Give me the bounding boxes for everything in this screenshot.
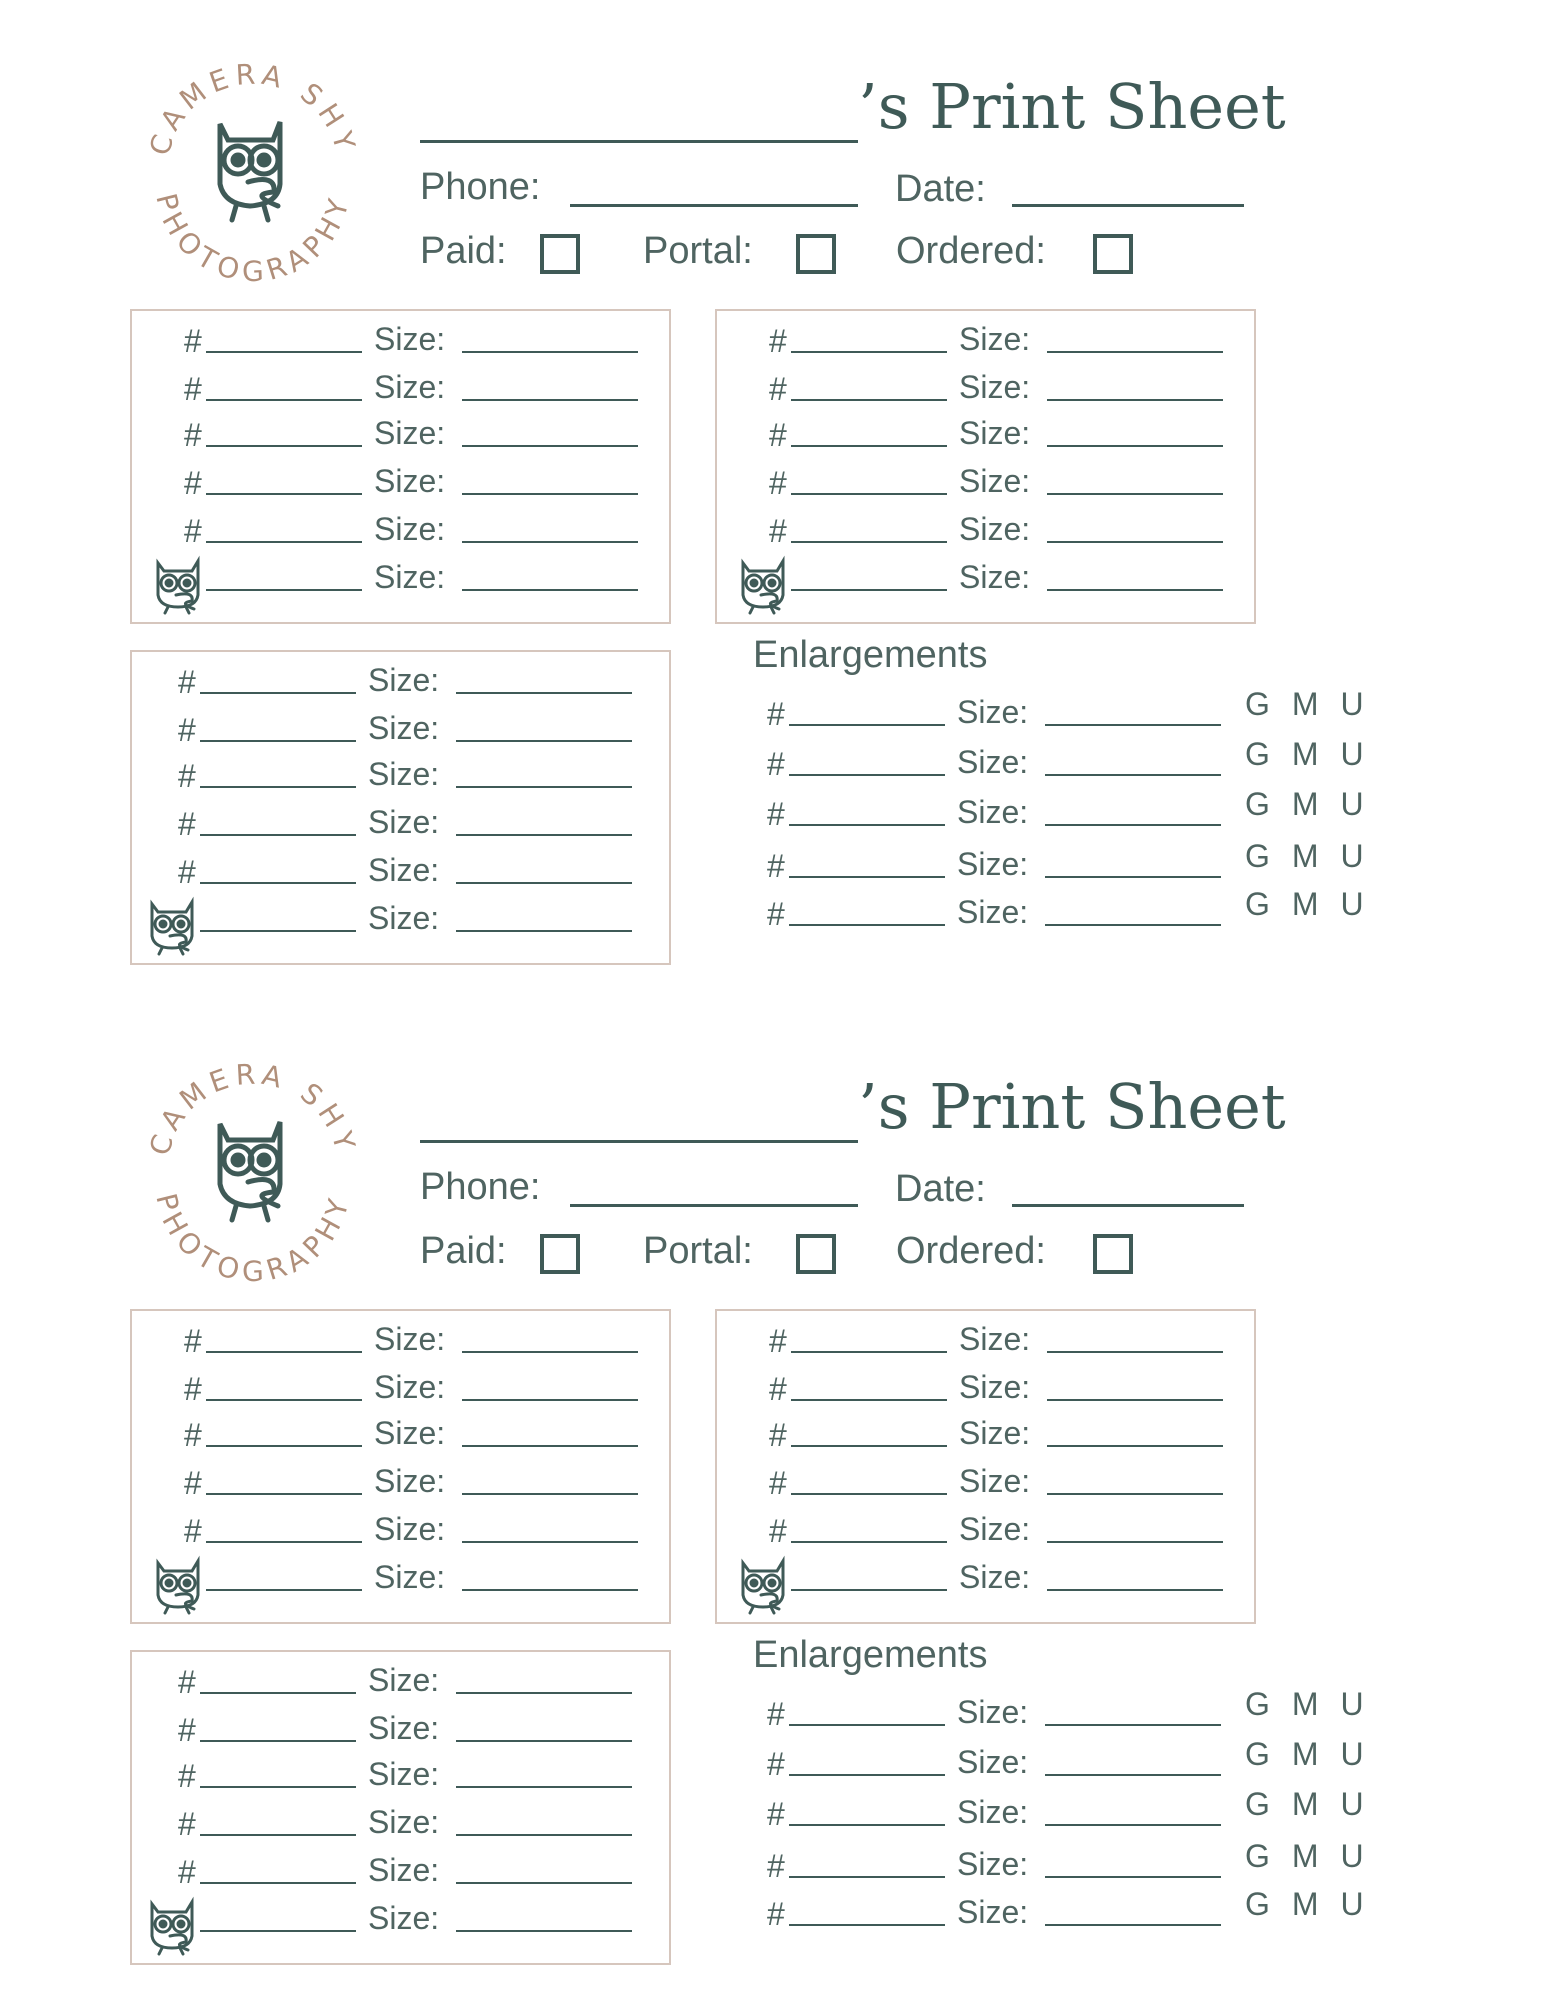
size-label: Size: xyxy=(374,463,446,499)
hash-label: # xyxy=(178,758,196,794)
image-number-field[interactable] xyxy=(206,1399,362,1401)
hash-label: # xyxy=(767,1796,785,1832)
size-label: Size: xyxy=(959,1511,1031,1547)
image-number-field[interactable] xyxy=(206,351,362,353)
print-box-3 xyxy=(130,1650,671,1965)
size-field[interactable] xyxy=(1045,1724,1221,1726)
gmu-options[interactable]: GMU xyxy=(1245,786,1386,822)
size-label: Size: xyxy=(957,1744,1029,1780)
logo-bottom-text: PHOTOGRAPHY xyxy=(149,190,357,289)
image-number-field[interactable] xyxy=(200,930,356,932)
image-number-field[interactable] xyxy=(206,445,362,447)
size-label: Size: xyxy=(368,1662,440,1698)
size-field[interactable] xyxy=(1045,1774,1221,1776)
size-label: Size: xyxy=(368,852,440,888)
print-row xyxy=(178,1804,698,1842)
hash-label: # xyxy=(184,1513,202,1549)
image-number-field[interactable] xyxy=(791,1493,947,1495)
hash-label: # xyxy=(769,1371,787,1407)
image-number-field[interactable] xyxy=(200,882,356,884)
hash-label: # xyxy=(769,1465,787,1501)
enlargement-row xyxy=(767,736,1386,782)
size-label: Size: xyxy=(959,463,1031,499)
hash-label: # xyxy=(769,513,787,549)
size-label: Size: xyxy=(957,894,1029,930)
size-field[interactable] xyxy=(1047,351,1223,353)
size-field[interactable] xyxy=(1047,1541,1223,1543)
date-label: Date: xyxy=(895,168,986,210)
hash-label: # xyxy=(178,854,196,890)
size-field[interactable] xyxy=(462,1445,638,1447)
hash-label: # xyxy=(184,1371,202,1407)
size-field[interactable] xyxy=(1047,399,1223,401)
size-label: Size: xyxy=(374,1369,446,1405)
size-field[interactable] xyxy=(462,493,638,495)
hash-label: # xyxy=(184,417,202,453)
size-field[interactable] xyxy=(456,1786,632,1788)
print-row xyxy=(184,321,704,359)
image-number-field[interactable] xyxy=(791,589,947,591)
size-label: Size: xyxy=(957,846,1029,882)
image-number-field[interactable] xyxy=(791,445,947,447)
hash-label: # xyxy=(184,465,202,501)
owl-icon xyxy=(737,555,791,615)
portal-label: Portal: xyxy=(643,1230,753,1272)
size-field[interactable] xyxy=(462,445,638,447)
size-field[interactable] xyxy=(462,589,638,591)
hash-label: # xyxy=(178,1854,196,1890)
print-row xyxy=(769,559,1289,595)
ordered-checkbox[interactable] xyxy=(1093,1234,1133,1274)
owl-icon xyxy=(220,122,280,220)
phone-field[interactable] xyxy=(570,1204,858,1207)
size-field[interactable] xyxy=(462,1351,638,1353)
size-label: Size: xyxy=(374,1415,446,1451)
size-label: Size: xyxy=(959,415,1031,451)
hash-label: # xyxy=(767,1746,785,1782)
ordered-label: Ordered: xyxy=(896,1230,1046,1272)
image-number-field[interactable] xyxy=(206,1541,362,1543)
owl-icon xyxy=(146,896,200,956)
size-label: Size: xyxy=(959,1463,1031,1499)
hash-label: # xyxy=(178,806,196,842)
print-row xyxy=(178,900,698,936)
paid-label: Paid: xyxy=(420,1230,507,1272)
gmu-options[interactable]: GMU xyxy=(1245,736,1386,772)
size-field[interactable] xyxy=(1047,1493,1223,1495)
owl-icon xyxy=(737,1555,791,1615)
logo-top-text: CAMERA SHY xyxy=(142,1057,363,1160)
enlargement-row xyxy=(767,886,1386,932)
enlargements-list xyxy=(767,1686,1387,1960)
print-row xyxy=(178,1710,698,1748)
enlargement-row xyxy=(767,1886,1386,1932)
image-number-field[interactable] xyxy=(789,924,945,926)
size-field[interactable] xyxy=(462,1541,638,1543)
size-field[interactable] xyxy=(462,1399,638,1401)
size-field[interactable] xyxy=(456,1882,632,1884)
image-number-field[interactable] xyxy=(206,493,362,495)
size-label: Size: xyxy=(368,1852,440,1888)
date-label: Date: xyxy=(895,1168,986,1210)
size-label: Size: xyxy=(374,559,446,595)
size-label: Size: xyxy=(959,559,1031,595)
image-number-field[interactable] xyxy=(789,1876,945,1878)
size-label: Size: xyxy=(368,756,440,792)
enlargement-row xyxy=(767,838,1386,884)
image-number-field[interactable] xyxy=(789,876,945,878)
size-field[interactable] xyxy=(1047,1589,1223,1591)
gmu-options[interactable]: GMU xyxy=(1245,838,1386,874)
ordered-label: Ordered: xyxy=(896,230,1046,272)
image-number-field[interactable] xyxy=(789,1824,945,1826)
size-label: Size: xyxy=(368,1710,440,1746)
size-field[interactable] xyxy=(462,399,638,401)
portal-label: Portal: xyxy=(643,230,753,272)
print-row xyxy=(184,1511,704,1549)
owl-icon xyxy=(152,555,206,615)
size-field[interactable] xyxy=(1047,541,1223,543)
camera-shy-logo xyxy=(128,44,378,294)
image-number-field[interactable] xyxy=(200,1834,356,1836)
print-row xyxy=(769,415,1289,453)
size-label: Size: xyxy=(368,1900,440,1936)
print-row xyxy=(769,1369,1289,1407)
print-row xyxy=(178,710,698,748)
print-box-3 xyxy=(130,650,671,965)
date-field[interactable] xyxy=(1012,1204,1244,1207)
print-row xyxy=(178,1900,698,1936)
image-number-field[interactable] xyxy=(200,786,356,788)
image-number-field[interactable] xyxy=(791,1589,947,1591)
hash-label: # xyxy=(184,323,202,359)
image-number-field[interactable] xyxy=(789,824,945,826)
size-label: Size: xyxy=(959,1369,1031,1405)
size-field[interactable] xyxy=(1045,876,1221,878)
size-label: Size: xyxy=(374,1321,446,1357)
image-number-field[interactable] xyxy=(206,589,362,591)
phone-label: Phone: xyxy=(420,166,541,208)
size-label: Size: xyxy=(957,1894,1029,1930)
print-row xyxy=(769,1415,1289,1453)
hash-label: # xyxy=(178,1806,196,1842)
print-box-1 xyxy=(130,1309,671,1624)
print-sheet xyxy=(0,1000,1545,2000)
print-row xyxy=(178,662,698,700)
print-row xyxy=(184,559,704,595)
print-row xyxy=(178,756,698,794)
hash-label: # xyxy=(178,1758,196,1794)
size-field[interactable] xyxy=(456,930,632,932)
size-field[interactable] xyxy=(456,1692,632,1694)
size-field[interactable] xyxy=(456,882,632,884)
enlargement-row xyxy=(767,1838,1386,1884)
size-label: Size: xyxy=(374,1559,446,1595)
size-field[interactable] xyxy=(1045,1924,1221,1926)
print-row xyxy=(769,321,1289,359)
gmu-options[interactable]: GMU xyxy=(1245,1838,1386,1874)
size-field[interactable] xyxy=(1047,1445,1223,1447)
print-row xyxy=(184,415,704,453)
size-label: Size: xyxy=(959,369,1031,405)
hash-label: # xyxy=(769,323,787,359)
size-label: Size: xyxy=(959,511,1031,547)
size-field[interactable] xyxy=(456,740,632,742)
gmu-options[interactable]: GMU xyxy=(1245,1686,1386,1722)
image-number-field[interactable] xyxy=(200,1740,356,1742)
hash-label: # xyxy=(769,1513,787,1549)
size-label: Size: xyxy=(957,1794,1029,1830)
size-field[interactable] xyxy=(1047,1351,1223,1353)
size-label: Size: xyxy=(374,415,446,451)
image-number-field[interactable] xyxy=(791,541,947,543)
hash-label: # xyxy=(767,896,785,932)
gmu-options[interactable]: GMU xyxy=(1245,1736,1386,1772)
print-row xyxy=(769,1559,1289,1595)
print-row xyxy=(184,1559,704,1595)
print-row xyxy=(184,369,704,407)
size-field[interactable] xyxy=(1045,1876,1221,1878)
size-label: Size: xyxy=(368,1756,440,1792)
image-number-field[interactable] xyxy=(206,399,362,401)
image-number-field[interactable] xyxy=(789,1724,945,1726)
size-label: Size: xyxy=(368,804,440,840)
size-label: Size: xyxy=(374,1511,446,1547)
size-label: Size: xyxy=(959,1321,1031,1357)
image-number-field[interactable] xyxy=(791,1351,947,1353)
gmu-options[interactable]: GMU xyxy=(1245,1886,1386,1922)
hash-label: # xyxy=(178,664,196,700)
size-label: Size: xyxy=(957,744,1029,780)
size-field[interactable] xyxy=(1047,445,1223,447)
image-number-field[interactable] xyxy=(200,692,356,694)
image-number-field[interactable] xyxy=(206,541,362,543)
hash-label: # xyxy=(767,1696,785,1732)
print-box-2 xyxy=(715,309,1256,624)
owl-icon xyxy=(146,1896,200,1956)
hash-label: # xyxy=(769,465,787,501)
size-label: Size: xyxy=(957,794,1029,830)
hash-label: # xyxy=(769,1323,787,1359)
size-label: Size: xyxy=(374,1463,446,1499)
image-number-field[interactable] xyxy=(200,740,356,742)
print-row xyxy=(769,511,1289,549)
enlargements-heading: Enlargements xyxy=(753,634,988,676)
size-field[interactable] xyxy=(1047,1399,1223,1401)
size-field[interactable] xyxy=(1045,924,1221,926)
gmu-options[interactable]: GMU xyxy=(1245,1786,1386,1822)
print-row xyxy=(178,1662,698,1700)
print-row xyxy=(769,1511,1289,1549)
hash-label: # xyxy=(184,1417,202,1453)
date-field[interactable] xyxy=(1012,204,1244,207)
image-number-field[interactable] xyxy=(789,1774,945,1776)
size-field[interactable] xyxy=(462,351,638,353)
size-field[interactable] xyxy=(1045,724,1221,726)
gmu-options[interactable]: GMU xyxy=(1245,886,1386,922)
hash-label: # xyxy=(767,1896,785,1932)
image-number-field[interactable] xyxy=(200,1692,356,1694)
print-sheet-title: ’s Print Sheet xyxy=(858,1070,1286,1143)
paid-checkbox[interactable] xyxy=(540,234,580,274)
hash-label: # xyxy=(184,1465,202,1501)
camera-shy-logo xyxy=(128,1044,378,1294)
enlargements-heading: Enlargements xyxy=(753,1634,988,1676)
image-number-field[interactable] xyxy=(789,1924,945,1926)
print-sheet-title: ’s Print Sheet xyxy=(858,70,1286,143)
image-number-field[interactable] xyxy=(200,834,356,836)
image-number-field[interactable] xyxy=(200,1882,356,1884)
size-field[interactable] xyxy=(1045,824,1221,826)
size-field[interactable] xyxy=(456,692,632,694)
client-name-field[interactable] xyxy=(420,140,858,143)
size-label: Size: xyxy=(957,694,1029,730)
hash-label: # xyxy=(767,746,785,782)
paid-checkbox[interactable] xyxy=(540,1234,580,1274)
image-number-field[interactable] xyxy=(789,724,945,726)
size-field[interactable] xyxy=(1045,774,1221,776)
size-field[interactable] xyxy=(456,1740,632,1742)
size-label: Size: xyxy=(959,1415,1031,1451)
print-row xyxy=(184,1369,704,1407)
size-field[interactable] xyxy=(1047,589,1223,591)
size-field[interactable] xyxy=(1047,493,1223,495)
print-row xyxy=(769,1463,1289,1501)
size-field[interactable] xyxy=(462,541,638,543)
size-label: Size: xyxy=(374,511,446,547)
size-field[interactable] xyxy=(456,834,632,836)
image-number-field[interactable] xyxy=(791,1399,947,1401)
hash-label: # xyxy=(178,1712,196,1748)
hash-label: # xyxy=(767,796,785,832)
image-number-field[interactable] xyxy=(200,1930,356,1932)
print-row xyxy=(184,1463,704,1501)
print-row xyxy=(184,511,704,549)
image-number-field[interactable] xyxy=(206,1589,362,1591)
image-number-field[interactable] xyxy=(791,399,947,401)
enlargement-row xyxy=(767,1686,1386,1732)
print-row xyxy=(178,1852,698,1890)
size-label: Size: xyxy=(368,1804,440,1840)
hash-label: # xyxy=(769,371,787,407)
print-row xyxy=(178,852,698,890)
image-number-field[interactable] xyxy=(791,493,947,495)
owl-icon xyxy=(152,1555,206,1615)
size-label: Size: xyxy=(957,1846,1029,1882)
size-field[interactable] xyxy=(1045,1824,1221,1826)
image-number-field[interactable] xyxy=(206,1493,362,1495)
print-row xyxy=(178,1756,698,1794)
portal-checkbox[interactable] xyxy=(796,234,836,274)
print-row xyxy=(178,804,698,842)
size-label: Size: xyxy=(368,662,440,698)
hash-label: # xyxy=(184,513,202,549)
print-row xyxy=(184,463,704,501)
hash-label: # xyxy=(184,371,202,407)
size-label: Size: xyxy=(959,1559,1031,1595)
logo-top-text: CAMERA SHY xyxy=(142,57,363,160)
logo-bottom-text: PHOTOGRAPHY xyxy=(149,1190,357,1289)
enlargement-row xyxy=(767,686,1386,732)
enlargement-row xyxy=(767,1786,1386,1832)
owl-icon xyxy=(220,1122,280,1220)
enlargement-row xyxy=(767,786,1386,832)
phone-field[interactable] xyxy=(570,204,858,207)
enlargements-list xyxy=(767,686,1387,960)
size-label: Size: xyxy=(374,369,446,405)
ordered-checkbox[interactable] xyxy=(1093,234,1133,274)
image-number-field[interactable] xyxy=(206,1351,362,1353)
size-label: Size: xyxy=(368,900,440,936)
paid-label: Paid: xyxy=(420,230,507,272)
size-label: Size: xyxy=(959,321,1031,357)
size-label: Size: xyxy=(368,710,440,746)
size-field[interactable] xyxy=(462,1493,638,1495)
hash-label: # xyxy=(767,696,785,732)
image-number-field[interactable] xyxy=(206,1445,362,1447)
hash-label: # xyxy=(178,1664,196,1700)
size-label: Size: xyxy=(374,321,446,357)
size-label: Size: xyxy=(957,1694,1029,1730)
image-number-field[interactable] xyxy=(789,774,945,776)
phone-label: Phone: xyxy=(420,1166,541,1208)
image-number-field[interactable] xyxy=(200,1786,356,1788)
print-box-1 xyxy=(130,309,671,624)
hash-label: # xyxy=(769,417,787,453)
gmu-options[interactable]: GMU xyxy=(1245,686,1386,722)
portal-checkbox[interactable] xyxy=(796,1234,836,1274)
size-field[interactable] xyxy=(456,786,632,788)
size-field[interactable] xyxy=(456,1834,632,1836)
hash-label: # xyxy=(178,712,196,748)
hash-label: # xyxy=(767,848,785,884)
image-number-field[interactable] xyxy=(791,1445,947,1447)
image-number-field[interactable] xyxy=(791,1541,947,1543)
enlargement-row xyxy=(767,1736,1386,1782)
client-name-field[interactable] xyxy=(420,1140,858,1143)
print-row xyxy=(769,1321,1289,1359)
size-field[interactable] xyxy=(462,1589,638,1591)
print-row xyxy=(184,1321,704,1359)
hash-label: # xyxy=(769,1417,787,1453)
hash-label: # xyxy=(767,1848,785,1884)
print-box-2 xyxy=(715,1309,1256,1624)
size-field[interactable] xyxy=(456,1930,632,1932)
print-row xyxy=(769,463,1289,501)
print-row xyxy=(184,1415,704,1453)
image-number-field[interactable] xyxy=(791,351,947,353)
hash-label: # xyxy=(184,1323,202,1359)
print-row xyxy=(769,369,1289,407)
